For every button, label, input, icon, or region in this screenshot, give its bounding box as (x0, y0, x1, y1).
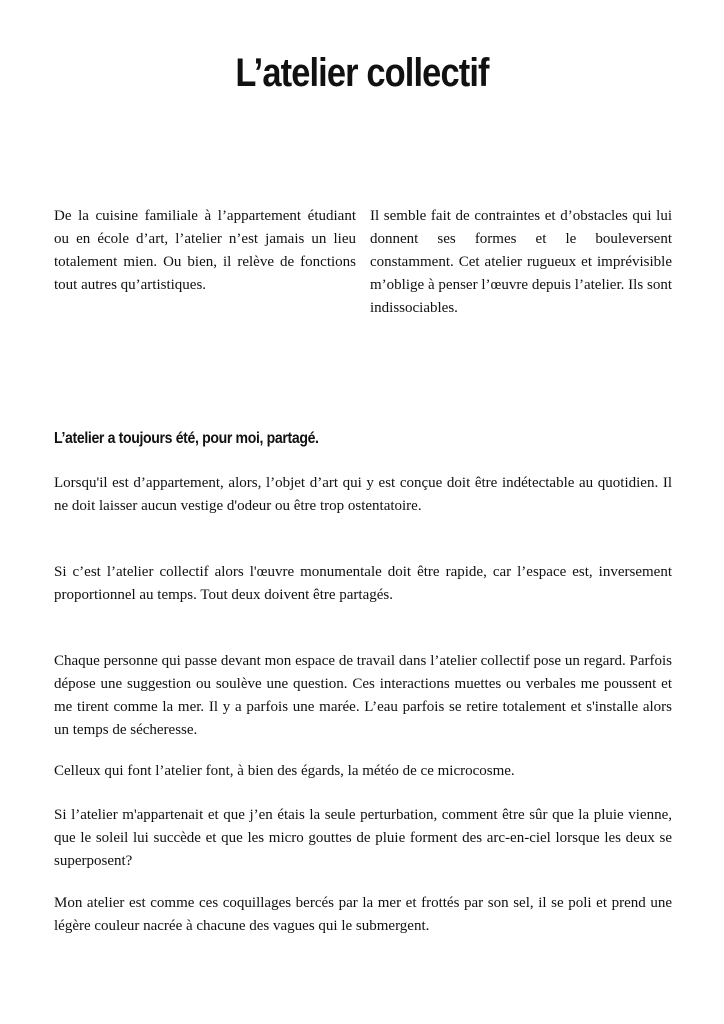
section-heading: L’atelier a toujours été, pour moi, partagé. (54, 430, 319, 447)
paragraph-rain: Si l’atelier m'appartenait et que j’en étais la seule perturbation, comment être sûr que la pluie vienne, que le soleil lui succède et que les micro gouttes de pluie forment des arc-en-ciel lorsque les deux se superposent? (54, 807, 672, 869)
intro-right-column: Il semble fait de contraintes et d’obstacles qui lui donnent ses formes et le bouleversent constamment. Cet atelier rugueux et imprévisible m’oblige à penser l’œuvre depuis l’atelier. Ils sont indissociables. (370, 208, 672, 316)
paragraph-interactions: Chaque personne qui passe devant mon espace de travail dans l’atelier collectif pose un regard. Parfois dépose une suggestion ou soulève une question. Ces interactions muettes ou verbales me poussent et me tirent comme la mer. Il y a parfois une marée. L’eau parfois se retire totalement et s'installe alors un temps de sécheresse. (54, 653, 672, 738)
paragraph-weather: Celleux qui font l’atelier font, à bien des égards, la météo de ce microcosme. (54, 763, 515, 779)
intro-left-column: De la cuisine familiale à l’appartement étudiant ou en école d’art, l’atelier n’est jamais un lieu totalement mien. Ou bien, il relève de fonctions tout autres qu’artistiques. (54, 208, 356, 293)
paragraph-shells: Mon atelier est comme ces coquillages bercés par la mer et frottés par son sel, il se poli et prend une légère couleur nacrée à chacune des vagues qui le submergent. (54, 895, 672, 934)
paragraph-apartment: Lorsqu'il est d’appartement, alors, l’objet d’art qui y est conçue doit être indétectable au quotidien. Il ne doit laisser aucun vestige d'odeur ou être trop ostentatoire. (54, 475, 672, 514)
paragraph-collective: Si c’est l’atelier collectif alors l'œuvre monumentale doit être rapide, car l’espace est, inversement proportionnel au temps. Tout deux doivent être partagés. (54, 564, 672, 603)
page-title: L’atelier collectif (235, 51, 489, 95)
